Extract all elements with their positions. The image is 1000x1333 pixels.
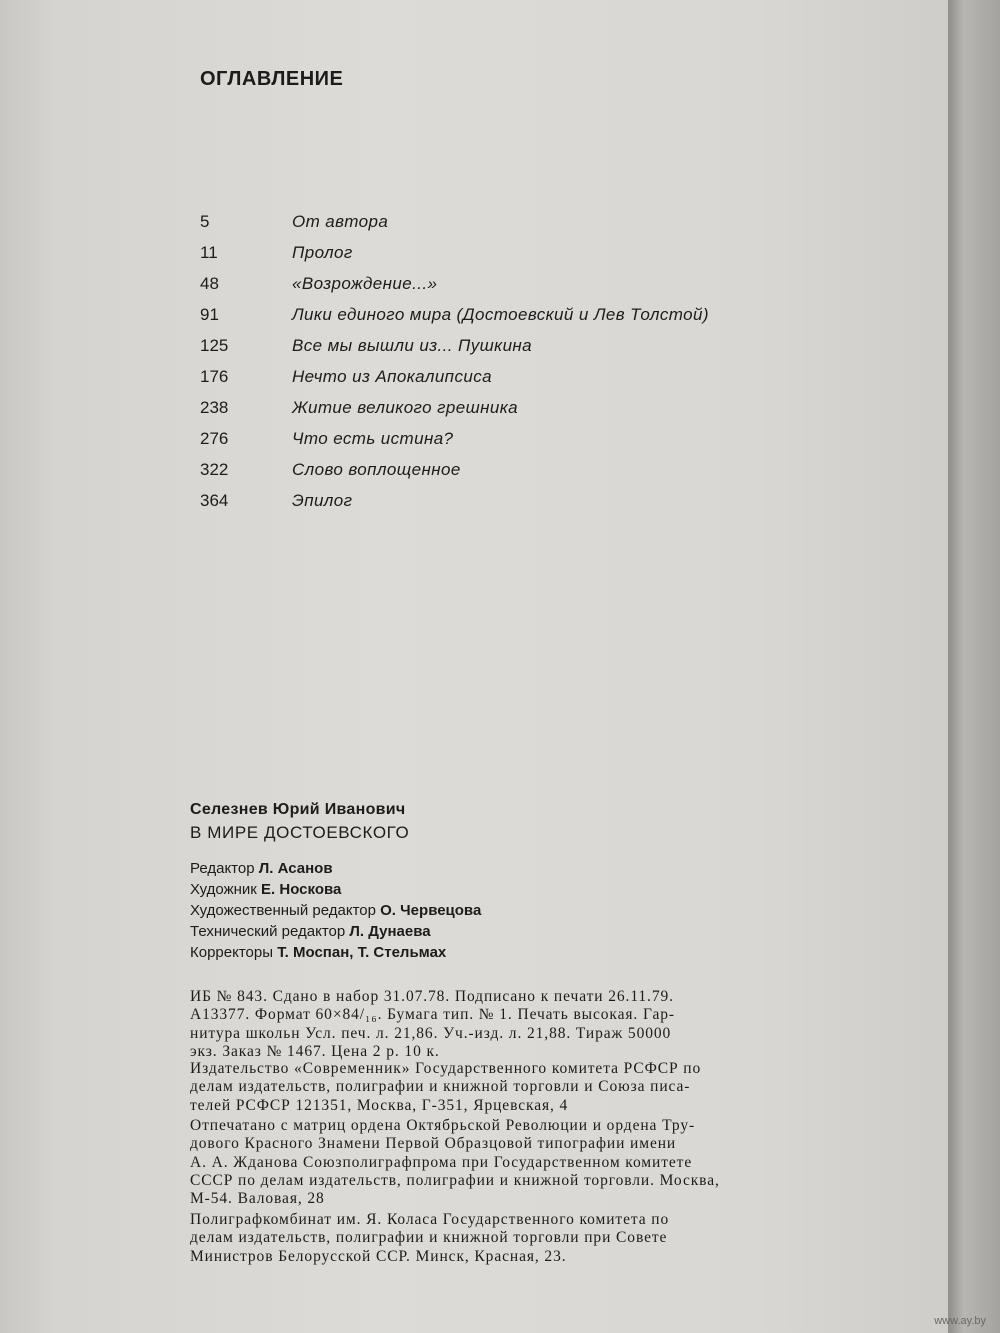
- author-name: Селезнев Юрий Иванович: [190, 801, 406, 818]
- toc-entry: [200, 367, 840, 398]
- toc-chapter-title: От автора: [292, 212, 389, 231]
- publication-line: А13377. Формат 60×84/₁₆. Бумага тип. № 1. Печать высокая. Гар-: [190, 1006, 675, 1024]
- toc-list: [200, 212, 840, 522]
- toc-chapter-title: Все мы вышли из... Пушкина: [292, 336, 533, 355]
- toc-entry: [200, 305, 840, 336]
- printer-info: [190, 1117, 720, 1208]
- credit-role: Художник: [190, 881, 257, 898]
- credit-name: Л. Дунаева: [349, 923, 431, 940]
- toc-page-number: 5: [200, 212, 210, 231]
- toc-page-number: 176: [200, 367, 229, 386]
- toc-entry: [200, 336, 840, 367]
- credit-name: Л. Асанов: [258, 860, 333, 877]
- publication-line: экз. Заказ № 1467. Цена 2 р. 10 к.: [190, 1042, 440, 1060]
- toc-entry: [200, 212, 840, 243]
- publisher-line: делам издательств, полиграфии и книжной торговли и Союза писа-: [190, 1078, 691, 1096]
- credit-role: Корректоры: [190, 944, 274, 961]
- credit-artist: [190, 879, 830, 900]
- imprint-block: [190, 798, 830, 963]
- book-title: В МИРЕ ДОСТОЕВСКОГО: [190, 823, 410, 842]
- toc-entry: [200, 398, 840, 429]
- toc-page-number: 91: [200, 305, 219, 324]
- toc-page-number: 48: [200, 274, 219, 293]
- printer-line: А. А. Жданова Союзполиграфпрома при Государственном комитете: [190, 1153, 693, 1171]
- page-edge-shadow: [948, 0, 1000, 1333]
- staff-credits: [190, 858, 830, 963]
- toc-entry: [200, 460, 840, 491]
- toc-heading: ОГЛАВЛЕНИЕ: [200, 68, 344, 90]
- toc-page-number: 364: [200, 491, 229, 510]
- printer-line: СССР по делам издательств, полиграфии и книжной торговли. Москва,: [190, 1171, 720, 1189]
- toc-page-number: 276: [200, 429, 229, 448]
- credit-tech-editor: [190, 921, 830, 942]
- print-plant-line: делам издательств, полиграфии и книжной торговли при Совете: [190, 1229, 668, 1247]
- publisher-line: Издательство «Современник» Государственного комитета РСФСР по: [190, 1060, 702, 1077]
- publication-line: нитура школьн Усл. печ. л. 21,86. Уч.-изд. л. 21,88. Тираж 50000: [190, 1024, 672, 1042]
- toc-chapter-title: «Возрождение...»: [292, 274, 438, 293]
- credit-proofreaders: [190, 942, 830, 963]
- credit-name: Е. Носкова: [261, 881, 342, 898]
- toc-chapter-title: Слово воплощенное: [292, 460, 461, 479]
- credit-role: Редактор: [190, 860, 255, 877]
- toc-page-number: 322: [200, 460, 229, 479]
- toc-chapter-title: Лики единого мира (Достоевский и Лев Толстой): [292, 305, 709, 324]
- toc-entry: [200, 274, 840, 305]
- toc-page-number: 238: [200, 398, 229, 417]
- publisher-info: [190, 1060, 701, 1115]
- print-plant-line: Полиграфкомбинат им. Я. Коласа Государственного комитета по: [190, 1211, 670, 1228]
- credit-role: Художественный редактор: [190, 902, 376, 919]
- printer-line: дового Красного Знамени Первой Образцовой типографии имени: [190, 1135, 677, 1153]
- credit-art-editor: [190, 900, 830, 921]
- publication-info: [190, 988, 675, 1061]
- credit-editor: [190, 858, 830, 879]
- publication-line: ИБ № 843. Сдано в набор 31.07.78. Подписано к печати 26.11.79.: [190, 988, 674, 1005]
- credit-name: Т. Моспан, Т. Стельмах: [277, 944, 447, 961]
- toc-chapter-title: Пролог: [292, 243, 353, 262]
- printer-line: М-54. Валовая, 28: [190, 1190, 325, 1208]
- watermark: www.ay.by: [934, 1315, 986, 1327]
- toc-chapter-title: Житие великого грешника: [292, 398, 519, 417]
- toc-entry: [200, 429, 840, 460]
- toc-entry: [200, 491, 840, 522]
- print-plant-line: Министров Белорусской ССР. Минск, Красная, 23.: [190, 1247, 567, 1265]
- publisher-line: телей РСФСР 121351, Москва, Г-351, Ярцевская, 4: [190, 1096, 569, 1114]
- printer-line: Отпечатано с матриц ордена Октябрьской Революции и ордена Тру-: [190, 1117, 696, 1134]
- toc-page-number: 125: [200, 336, 229, 355]
- toc-chapter-title: Нечто из Апокалипсиса: [292, 367, 492, 386]
- credit-role: Технический редактор: [190, 923, 346, 940]
- toc-entry: [200, 243, 840, 274]
- toc-page-number: 11: [200, 243, 218, 262]
- toc-chapter-title: Эпилог: [292, 491, 353, 510]
- credit-name: О. Червецова: [380, 902, 482, 919]
- print-plant-info: [190, 1211, 669, 1266]
- toc-chapter-title: Что есть истина?: [292, 429, 454, 448]
